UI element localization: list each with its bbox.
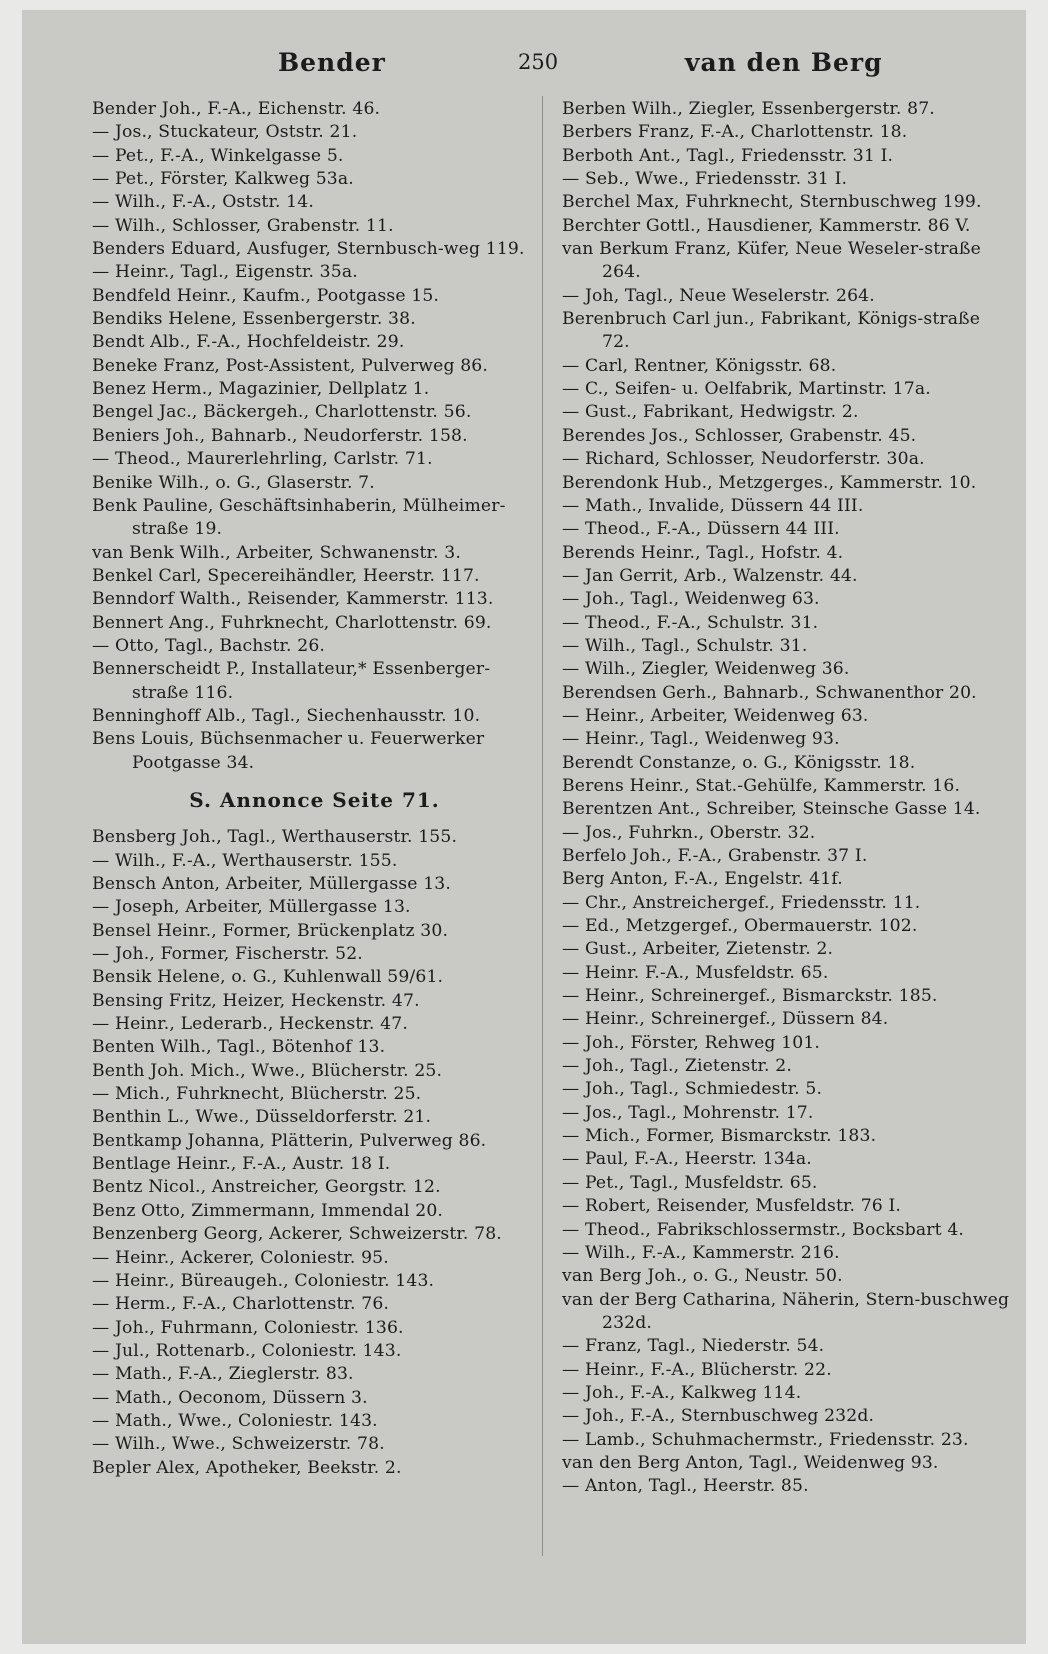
directory-entry: Benez Herm., Magazinier, Dellplatz 1. [92, 379, 430, 400]
directory-entry: Berfelo Joh., F.-A., Grabenstr. 37 I. [562, 846, 868, 866]
directory-entry: Berboth Ant., Tagl., Friedensstr. 31 I. [562, 145, 894, 166]
directory-entry: — Herm., F.-A., Charlottenstr. 76. [92, 1294, 390, 1315]
directory-entry: — Joseph, Arbeiter, Müllergasse 13. [92, 897, 411, 918]
page-header [90, 48, 1000, 88]
directory-entry: — Wilh., F.-A., Kammerstr. 216. [562, 1242, 840, 1263]
directory-entry: Berbers Franz, F.-A., Charlottenstr. 18. [562, 122, 908, 143]
directory-entry: Benk Pauline, Geschäftsinhaberin, Mülheimer-straße 19. [92, 495, 506, 540]
column-divider [542, 96, 543, 1556]
directory-entry: Berenbruch Carl jun., Fabrikant, Königs-straße 72. [562, 309, 981, 353]
directory-entry: — Joh., Förster, Rehweg 101. [562, 1032, 821, 1053]
directory-entry: Berendonk Hub., Metzgerges., Kammerstr. 10. [562, 472, 977, 493]
directory-entry: — Math., Wwe., Coloniestr. 143. [92, 1410, 378, 1431]
directory-entry: — Paul, F.-A., Heerstr. 134a. [562, 1149, 812, 1170]
directory-entry: — Heinr., Ackerer, Coloniestr. 95. [92, 1247, 389, 1268]
directory-entry: — Otto, Tagl., Bachstr. 26. [92, 635, 326, 656]
directory-entry: Bendiks Helene, Essenbergerstr. 38. [92, 309, 416, 330]
directory-entry: — Jan Gerrit, Arb., Walzenstr. 44. [562, 565, 858, 586]
directory-entry: — Heinr., F.-A., Blücherstr. 22. [562, 1359, 832, 1380]
directory-entry: — Heinr., Büreaugeh., Coloniestr. 143. [92, 1270, 435, 1291]
directory-entry: — Lamb., Schuhmachermstr., Friedensstr. 23. [562, 1429, 969, 1450]
directory-entry: Beneke Franz, Post-Assistent, Pulverweg 86. [92, 355, 488, 376]
directory-entry: — Joh., Tagl., Zietenstr. 2. [562, 1056, 792, 1077]
directory-entry: — Heinr., Schreinergef., Düssern 84. [562, 1009, 889, 1030]
directory-entry: Berben Wilh., Ziegler, Essenbergerstr. 87. [562, 99, 935, 119]
directory-entry: Berchel Max, Fuhrknecht, Sternbuschweg 199. [562, 192, 982, 213]
directory-entry: Bensik Helene, o. G., Kuhlenwall 59/61. [92, 967, 444, 988]
directory-entry: — Joh., Former, Fischerstr. 52. [92, 944, 363, 965]
directory-entry: Benten Wilh., Tagl., Bötenhof 13. [92, 1037, 386, 1058]
directory-entry: Bennert Ang., Fuhrknecht, Charlottenstr. 69. [92, 612, 492, 633]
directory-entry: — Joh., Tagl., Weidenweg 63. [562, 589, 820, 610]
directory-entry: — Heinr., Tagl., Weidenweg 93. [562, 729, 840, 750]
directory-entry: — Jos., Stuckateur, Oststr. 21. [92, 122, 358, 143]
directory-entry: Benz Otto, Zimmermann, Immendal 20. [92, 1200, 444, 1221]
directory-entry: — Joh., F.-A., Kalkweg 114. [562, 1382, 802, 1403]
directory-entry: — Theod., F.-A., Düssern 44 III. [562, 519, 840, 540]
directory-entry: van Berg Joh., o. G., Neustr. 50. [562, 1266, 843, 1287]
directory-entry: Berg Anton, F.-A., Engelstr. 41f. [562, 869, 843, 890]
directory-entry: Berentzen Ant., Schreiber, Steinsche Gasse 14. [562, 799, 981, 820]
directory-entry: Benzenberg Georg, Ackerer, Schweizerstr. 78. [92, 1224, 502, 1245]
directory-entry: Benninghoff Alb., Tagl., Siechenhausstr. 10. [92, 705, 481, 726]
page-number: 250 [518, 50, 559, 74]
directory-entry: — Joh., F.-A., Sternbuschweg 232d. [562, 1406, 875, 1427]
header-left-keyword: Bender [278, 48, 386, 77]
directory-entry: Benike Wilh., o. G., Glaserstr. 7. [92, 472, 375, 493]
directory-entry: — Joh., Fuhrmann, Coloniestr. 136. [92, 1317, 404, 1338]
directory-entry: — Pet., Förster, Kalkweg 53a. [92, 169, 354, 190]
directory-entry: van den Berg Anton, Tagl., Weidenweg 93. [562, 1452, 939, 1473]
directory-entry: — Theod., Maurerlehrling, Carlstr. 71. [92, 449, 433, 470]
directory-entry: — Math., Invalide, Düssern 44 III. [562, 495, 864, 516]
directory-entry: Benndorf Walth., Reisender, Kammerstr. 113. [92, 589, 494, 610]
directory-entry: — Heinr., Lederarb., Heckenstr. 47. [92, 1014, 408, 1035]
directory-entry: — Pet., Tagl., Musfeldstr. 65. [562, 1172, 818, 1193]
header-right-keyword: van den Berg [685, 48, 883, 77]
directory-entry: — Gust., Arbeiter, Zietenstr. 2. [562, 939, 834, 960]
directory-entry: — Pet., F.-A., Winkelgasse 5. [92, 145, 344, 166]
directory-entry: — Heinr. F.-A., Musfeldstr. 65. [562, 962, 829, 983]
directory-entry: — Jos., Fuhrkn., Oberstr. 32. [562, 822, 816, 843]
directory-entry: Bentlage Heinr., F.-A., Austr. 18 I. [92, 1154, 391, 1175]
directory-entry: — Jul., Rottenarb., Coloniestr. 143. [92, 1340, 402, 1361]
directory-entry: — Joh, Tagl., Neue Weselerstr. 264. [562, 285, 875, 306]
left-column [92, 98, 537, 1480]
directory-entry: Bentkamp Johanna, Plätterin, Pulverweg 86. [92, 1130, 487, 1151]
directory-entry: — Math., F.-A., Zieglerstr. 83. [92, 1364, 354, 1385]
directory-entry: Bensberg Joh., Tagl., Werthauserstr. 155. [92, 827, 458, 848]
directory-entry: Berends Heinr., Tagl., Hofstr. 4. [562, 542, 844, 563]
directory-entry: Bendfeld Heinr., Kaufm., Pootgasse 15. [92, 285, 440, 306]
directory-entry: — Seb., Wwe., Friedensstr. 31 I. [562, 169, 848, 190]
directory-entry: Berendes Jos., Schlosser, Grabenstr. 45. [562, 425, 917, 446]
directory-entry: — C., Seifen- u. Oelfabrik, Martinstr. 17a. [562, 379, 931, 400]
directory-entry: — Carl, Rentner, Königsstr. 68. [562, 355, 837, 376]
directory-entry: Benthin L., Wwe., Düsseldorferstr. 21. [92, 1107, 432, 1128]
directory-entry: Bensing Fritz, Heizer, Heckenstr. 47. [92, 990, 420, 1011]
directory-entry: Berens Heinr., Stat.-Gehülfe, Kammerstr. 16. [562, 775, 961, 796]
directory-entry: — Franz, Tagl., Niederstr. 54. [562, 1336, 825, 1357]
directory-entry: van der Berg Catharina, Näherin, Stern-buschweg 232d. [562, 1289, 1010, 1333]
directory-entry: — Heinr., Arbeiter, Weidenweg 63. [562, 705, 869, 726]
directory-entry: Bensch Anton, Arbeiter, Müllergasse 13. [92, 874, 451, 894]
directory-entry: Bentz Nicol., Anstreicher, Georgstr. 12. [92, 1177, 441, 1198]
directory-entry: — Joh., Tagl., Schmiedestr. 5. [562, 1079, 823, 1100]
advertisement-note: S. Annonce Seite 71. [189, 787, 440, 812]
directory-entry: — Math., Oeconom, Düssern 3. [92, 1387, 368, 1408]
directory-entry: — Gust., Fabrikant, Hedwigstr. 2. [562, 402, 859, 423]
directory-entry: Bepler Alex, Apotheker, Beekstr. 2. [92, 1457, 402, 1478]
directory-entry: — Wilh., Tagl., Schulstr. 31. [562, 635, 808, 656]
directory-entry: — Theod., F.-A., Schulstr. 31. [562, 612, 819, 633]
directory-entry: Berendsen Gerh., Bahnarb., Schwanenthor 20. [562, 682, 977, 703]
directory-entry: — Richard, Schlosser, Neudorferstr. 30a. [562, 449, 925, 470]
directory-entry: — Anton, Tagl., Heerstr. 85. [562, 1476, 809, 1497]
directory-entry: — Wilh., F.-A., Werthauserstr. 155. [92, 850, 398, 871]
directory-entry: Benth Joh. Mich., Wwe., Blücherstr. 25. [92, 1060, 443, 1081]
directory-entry: Bender Joh., F.-A., Eichenstr. 46. [92, 99, 381, 119]
directory-entry: van Benk Wilh., Arbeiter, Schwanenstr. 3. [92, 542, 461, 563]
directory-entry: — Wilh., Wwe., Schweizerstr. 78. [92, 1434, 385, 1455]
directory-entry: Bensel Heinr., Former, Brückenplatz 30. [92, 920, 449, 941]
directory-entry: — Ed., Metzgergef., Obermauerstr. 102. [562, 916, 918, 937]
directory-entry: Beniers Joh., Bahnarb., Neudorferstr. 158. [92, 425, 468, 446]
directory-entry: Berendt Constanze, o. G., Königsstr. 18. [562, 752, 916, 773]
directory-entry: — Mich., Former, Bismarckstr. 183. [562, 1126, 877, 1147]
right-column [562, 98, 1012, 1499]
directory-entry: — Heinr., Tagl., Eigenstr. 35a. [92, 262, 358, 283]
directory-entry: Benkel Carl, Specereihändler, Heerstr. 117. [92, 565, 480, 586]
directory-entry: — Wilh., Schlosser, Grabenstr. 11. [92, 215, 394, 236]
directory-entry: — Theod., Fabrikschlossermstr., Bocksbart 4. [562, 1219, 965, 1240]
directory-entry: Benders Eduard, Ausfuger, Sternbusch-weg 119. [92, 239, 525, 260]
directory-entry: — Mich., Fuhrknecht, Blücherstr. 25. [92, 1084, 422, 1105]
directory-entry: — Wilh., Ziegler, Weidenweg 36. [562, 659, 850, 680]
directory-entry: Bengel Jac., Bäckergeh., Charlottenstr. 56. [92, 402, 472, 423]
directory-entry: — Jos., Tagl., Mohrenstr. 17. [562, 1102, 814, 1123]
directory-entry: Bendt Alb., F.-A., Hochfeldeistr. 29. [92, 332, 405, 353]
directory-entry: Bennerscheidt P., Installateur,* Essenberger-straße 116. [92, 659, 491, 703]
directory-entry: van Berkum Franz, Küfer, Neue Weseler-straße 264. [562, 239, 981, 283]
directory-entry: — Robert, Reisender, Musfeldstr. 76 I. [562, 1196, 902, 1217]
directory-entry: Bens Louis, Büchsenmacher u. Feuerwerker Pootgasse 34. [92, 729, 485, 773]
directory-entry: Berchter Gottl., Hausdiener, Kammerstr. 86 V. [562, 215, 971, 236]
directory-entry: — Wilh., F.-A., Oststr. 14. [92, 192, 314, 213]
directory-entry: — Heinr., Schreinergef., Bismarckstr. 185. [562, 986, 938, 1007]
directory-entry: — Chr., Anstreichergef., Friedensstr. 11. [562, 892, 921, 913]
